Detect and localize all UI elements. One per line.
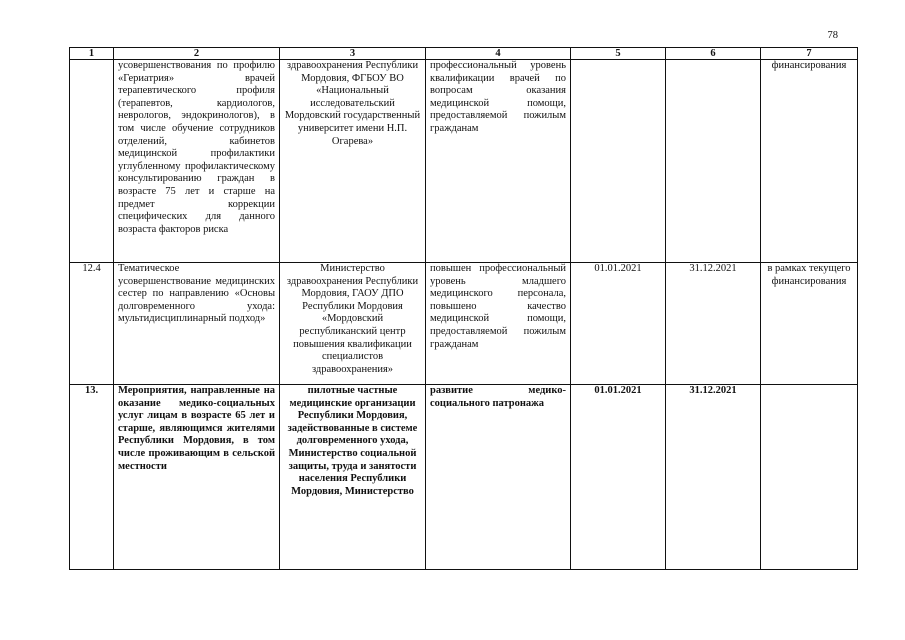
table-row [70,385,858,570]
end-date-cell: 31.12.2021 [666,263,761,385]
measure-cell: Тематическое усовершенствование медицинских сестер по направлению «Основы долговременного ухода: мультидисциплинарный подход» [114,263,280,385]
table-row [70,60,858,263]
funding-cell: финансирования [761,60,858,263]
end-date-cell: 31.12.2021 [666,385,761,570]
column-header: 3 [280,48,426,60]
start-date-cell: 01.01.2021 [571,263,666,385]
result-cell: повышен профессиональный уровень младшего медицинского персонала, повышено качество медицинской помощи, предоставляемой пожилым гражданам [426,263,571,385]
column-header: 1 [70,48,114,60]
table-row [70,263,858,385]
column-header: 5 [571,48,666,60]
executor-cell: пилотные частные медицинские организации Республики Мордовия, задействованные в системе долговременного ухода, Министерство социальной защиты, труда и занятости населения Республики Мордовия, Министерство [280,385,426,570]
table-header-row [70,48,858,60]
page-number: 78 [827,30,838,41]
column-header: 2 [114,48,280,60]
start-date-cell [571,60,666,263]
result-cell: развитие медико-социального патронажа [426,385,571,570]
result-cell: профессиональный уровень квалификации врачей по вопросам оказания медицинской помощи, предоставляемой пожилым гражданам [426,60,571,263]
row-number [70,60,114,263]
column-header: 4 [426,48,571,60]
end-date-cell [666,60,761,263]
row-number: 13. [70,385,114,570]
start-date-cell: 01.01.2021 [571,385,666,570]
measure-cell: Мероприятия, направленные на оказание медико-социальных услуг лицам в возрасте 65 лет и старше, являющимся жителями Республики Мордовия, в том числе проживающим в сельской местности [114,385,280,570]
funding-cell: в рамках текущего финансирования [761,263,858,385]
executor-cell: Министерство здравоохранения Республики Мордовия, ГАОУ ДПО Республики Мордовия «Мордовский республиканский центр повышения квалификации специалистов здравоохранения» [280,263,426,385]
funding-cell [761,385,858,570]
column-header: 7 [761,48,858,60]
measure-cell: усовершенствования по профилю «Гериатрия» врачей терапевтического профиля (терапевтов, кардиологов, неврологов, эндокринологов), в том числе обучение сотрудников отделений, кабинетов медицинской профилактики углубленному профилактическому консультированию граждан в возрасте 75 лет и старше на предмет коррекции специфических для данного возраста факторов риска [114,60,280,263]
executor-cell: здравоохранения Республики Мордовия, ФГБОУ ВО «Национальный исследовательский Мордовский государственный университет имени Н.П. Огарева» [280,60,426,263]
row-number: 12.4 [70,263,114,385]
column-header: 6 [666,48,761,60]
document-table [69,47,858,570]
